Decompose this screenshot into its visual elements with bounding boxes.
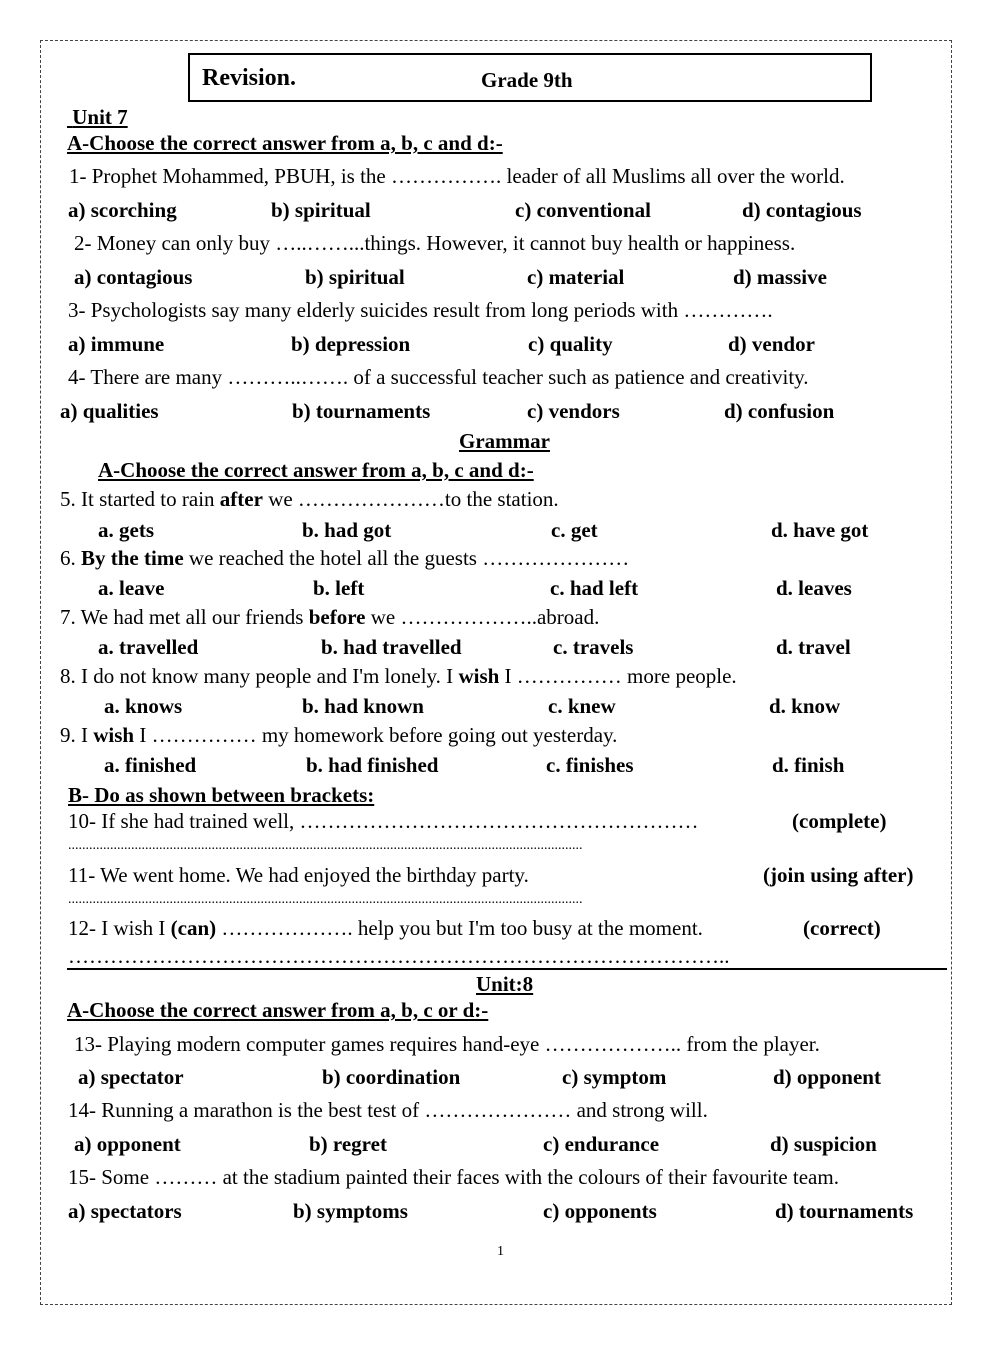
q6-option-b: b. left — [313, 576, 365, 600]
q2-option-a: a) contagious — [74, 265, 193, 289]
q5-option-d: d. have got — [771, 518, 869, 542]
q4-option-a: a) qualities — [60, 399, 159, 423]
question-11: 11- We went home. We had enjoyed the birthday party. — [68, 863, 529, 887]
q5-option-b: b. had got — [302, 518, 392, 542]
q15-option-b: b) symptoms — [293, 1199, 408, 1223]
q5-option-c: c. get — [551, 518, 598, 542]
q10-answer-line: ................................................................................................................................................... — [68, 838, 583, 853]
page-number: 1 — [497, 1244, 504, 1259]
q12-instruction: (correct) — [803, 916, 881, 940]
q15-option-a: a) spectators — [68, 1199, 182, 1223]
q9-option-a: a. finished — [104, 753, 197, 777]
grammar-section-b: B- Do as shown between brackets: — [68, 783, 375, 807]
q8-option-d: d. know — [769, 694, 841, 718]
q14-option-c: c) endurance — [543, 1132, 660, 1156]
question-6: 6. By the time we reached the hotel all the guests ………………… — [60, 546, 630, 570]
section-divider — [67, 968, 947, 970]
q9-option-b: b. had finished — [306, 753, 439, 777]
q1-option-a: a) scorching — [68, 198, 177, 222]
grade-label: Grade 9th — [481, 68, 573, 92]
q15-option-d: d) tournaments — [775, 1199, 914, 1223]
question-15: 15- Some ……… at the stadium painted their faces with the colours of their favourite team. — [68, 1165, 839, 1189]
q13-option-a: a) spectator — [78, 1065, 184, 1089]
question-8: 8. I do not know many people and I'm lonely. I wish I …………… more people. — [60, 664, 737, 688]
q4-option-d: d) confusion — [724, 399, 835, 423]
question-2: 2- Money can only buy …..……...things. However, it cannot buy health or happiness. — [74, 231, 796, 255]
q14-option-d: d) suspicion — [770, 1132, 877, 1156]
unit8-section-a: A-Choose the correct answer from a, b, c or d:- — [67, 998, 489, 1022]
question-4: 4- There are many ………..……. of a successful teacher such as patience and creativity. — [68, 365, 809, 389]
q9-option-d: d. finish — [772, 753, 845, 777]
q6-option-a: a. leave — [98, 576, 165, 600]
q8-option-b: b. had known — [302, 694, 424, 718]
question-9: 9. I wish I …………… my homework before going out yesterday. — [60, 723, 618, 747]
q2-option-c: c) material — [527, 265, 625, 289]
q2-option-b: b) spiritual — [305, 265, 405, 289]
q13-option-b: b) coordination — [322, 1065, 461, 1089]
q8-option-c: c. knew — [548, 694, 616, 718]
grammar-section-a: A-Choose the correct answer from a, b, c and d:- — [98, 458, 534, 482]
q7-option-b: b. had travelled — [321, 635, 462, 659]
q1-option-d: d) contagious — [742, 198, 862, 222]
question-10: 10- If she had trained well, ………………………………………………… — [68, 809, 699, 833]
q3-option-a: a) immune — [68, 332, 165, 356]
q13-option-d: d) opponent — [773, 1065, 881, 1089]
q12-answer-line: ………………………………………………………………………………….. — [68, 944, 730, 968]
unit7-title: Unit 7 — [72, 105, 128, 129]
q3-option-c: c) quality — [528, 332, 613, 356]
q10-instruction: (complete) — [792, 809, 887, 833]
q4-option-b: b) tournaments — [292, 399, 431, 423]
q7-option-c: c. travels — [553, 635, 634, 659]
q6-option-d: d. leaves — [776, 576, 852, 600]
q5-option-a: a. gets — [98, 518, 154, 542]
question-3: 3- Psychologists say many elderly suicides result from long periods with …………. — [68, 298, 773, 322]
question-13: 13- Playing modern computer games requires hand-eye ……………….. from the player. — [74, 1032, 820, 1056]
unit7-section-a: A-Choose the correct answer from a, b, c and d:- — [67, 131, 503, 155]
q1-option-c: c) conventional — [515, 198, 651, 222]
q3-option-d: d) vendor — [728, 332, 815, 356]
question-5: 5. It started to rain after we …………………to the station. — [60, 487, 559, 511]
grammar-title: Grammar — [459, 429, 550, 453]
q14-option-a: a) opponent — [74, 1132, 181, 1156]
q3-option-b: b) depression — [291, 332, 411, 356]
q8-option-a: a. knows — [104, 694, 183, 718]
q6-option-c: c. had left — [550, 576, 639, 600]
q13-option-c: c) symptom — [562, 1065, 667, 1089]
question-12: 12- I wish I (can) ………………. help you but I'm too busy at the moment. — [68, 916, 703, 940]
q15-option-c: c) opponents — [543, 1199, 657, 1223]
q11-answer-line: ................................................................................................................................................... — [68, 892, 583, 907]
q9-option-c: c. finishes — [546, 753, 634, 777]
q1-option-b: b) spiritual — [271, 198, 371, 222]
unit8-title: Unit:8 — [476, 972, 534, 996]
question-7: 7. We had met all our friends before we ………………..abroad. — [60, 605, 600, 629]
q2-option-d: d) massive — [733, 265, 827, 289]
revision-title: Revision. — [202, 65, 297, 91]
q7-option-a: a. travelled — [98, 635, 199, 659]
q4-option-c: c) vendors — [527, 399, 620, 423]
q11-instruction: (join using after) — [763, 863, 914, 887]
q7-option-d: d. travel — [776, 635, 851, 659]
question-14: 14- Running a marathon is the best test of ………………… and strong will. — [68, 1098, 708, 1122]
question-1: 1- Prophet Mohammed, PBUH, is the ……………. leader of all Muslims all over the world. — [69, 164, 845, 188]
q14-option-b: b) regret — [309, 1132, 387, 1156]
